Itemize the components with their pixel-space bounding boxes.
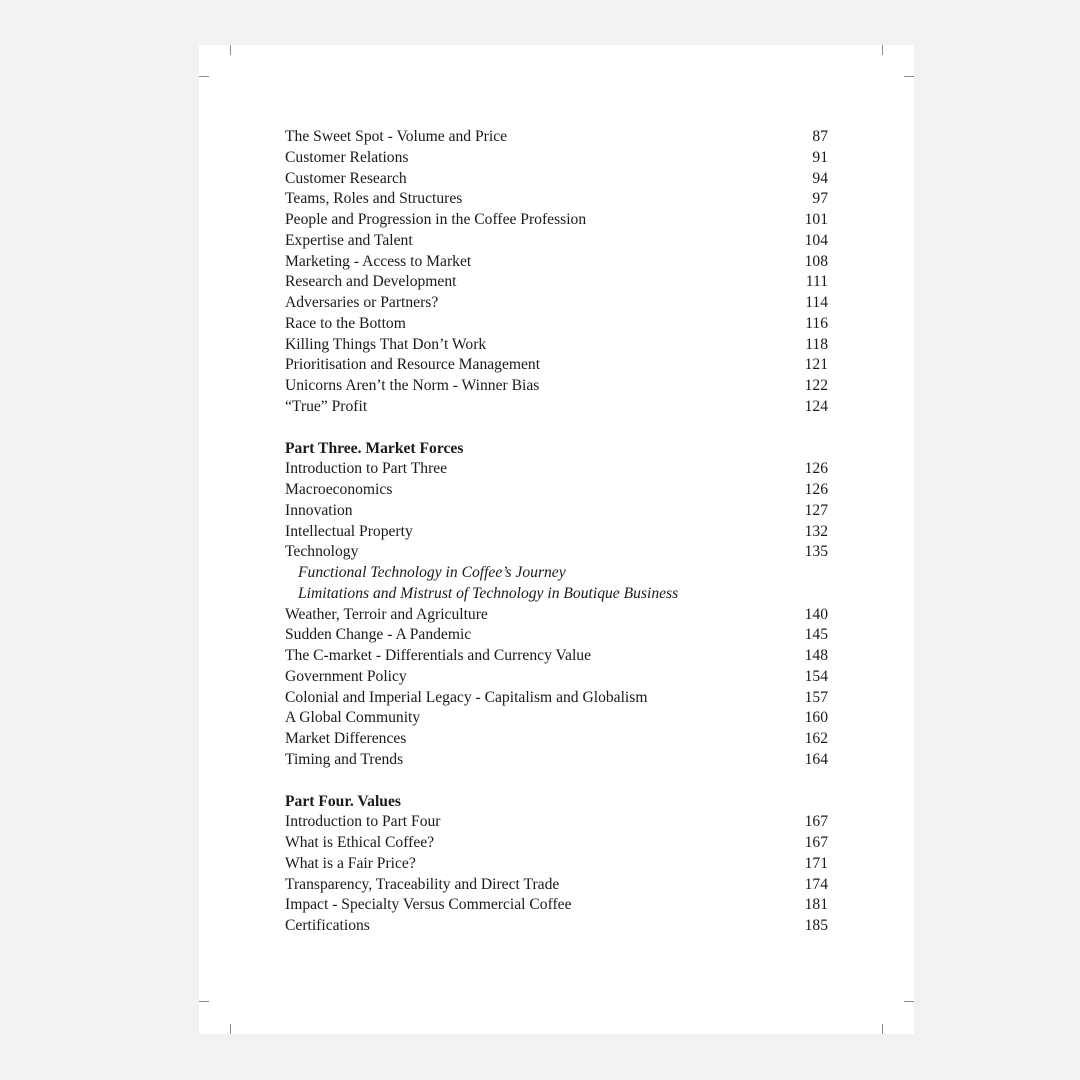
toc-entry-title: Transparency, Traceability and Direct Trade [285, 875, 560, 893]
toc-entry [285, 169, 828, 190]
toc-entry-page-number: 114 [805, 294, 828, 311]
toc-entry-title: Adversaries or Partners? [285, 294, 439, 311]
toc-entry [285, 812, 828, 833]
toc-entry-title: Impact - Specialty Versus Commercial Coffee [285, 896, 572, 914]
toc-entry [285, 708, 828, 729]
toc-entry [285, 459, 828, 480]
toc-entry-page-number: 126 [804, 460, 828, 478]
toc-entry-page-number: 122 [804, 377, 828, 394]
section-heading [285, 439, 828, 460]
toc-entry-page-number: 116 [805, 314, 828, 332]
toc-entry-page-number: 91 [812, 148, 828, 166]
toc-entry-page-number: 171 [804, 854, 828, 872]
toc-entry-page-number: 167 [804, 834, 828, 851]
toc-entry-title: Race to the Bottom [285, 314, 406, 332]
toc-entry-page-number: 145 [804, 626, 828, 644]
crop-mark-top-right-vertical [882, 45, 883, 55]
toc-entry-title: Unicorns Aren’t the Norm - Winner Bias [285, 377, 540, 394]
crop-mark-top-left-vertical [230, 45, 231, 55]
toc-subentry [285, 563, 828, 584]
toc-entry-page-number: 135 [804, 543, 828, 561]
toc-entry-title: Innovation [285, 501, 353, 519]
toc-entry-page-number: 167 [804, 813, 828, 831]
toc-entry [285, 895, 828, 916]
table-of-contents [285, 127, 828, 937]
toc-entry [285, 231, 828, 252]
toc-entry-title: “True” Profit [285, 397, 368, 415]
toc-entry [285, 293, 828, 314]
toc-entry-title: Customer Research [285, 169, 407, 187]
toc-entry-title: Functional Technology in Coffee’s Journey [298, 564, 566, 581]
toc-entry-page-number: 174 [804, 875, 828, 893]
toc-entry [285, 397, 828, 418]
toc-entry-page-number: 104 [804, 231, 828, 249]
toc-entry-title: Market Differences [285, 730, 407, 747]
section-spacer [285, 771, 828, 792]
toc-entry-title: The C-market - Differentials and Currency Value [285, 647, 591, 664]
section-heading [285, 792, 828, 813]
toc-entry [285, 376, 828, 397]
toc-entry-title: Introduction to Part Three [285, 460, 448, 478]
section-heading-title: Part Three. Market Forces [285, 439, 464, 457]
document-page [199, 45, 914, 1034]
toc-entry-title: Introduction to Part Four [285, 813, 441, 831]
toc-entry-title: People and Progression in the Coffee Profession [285, 211, 587, 228]
toc-entry [285, 148, 828, 169]
toc-entry-title: What is a Fair Price? [285, 854, 416, 872]
toc-entry [285, 833, 828, 854]
toc-entry-page-number: 132 [804, 522, 828, 540]
toc-entry-title: Macroeconomics [285, 481, 393, 498]
toc-entry-title: Government Policy [285, 667, 407, 685]
toc-entry-page-number: 160 [804, 709, 828, 727]
crop-mark-bottom-left-vertical [230, 1024, 231, 1034]
crop-mark-top-right-horizontal [904, 76, 914, 77]
toc-entry [285, 314, 828, 335]
toc-entry-title: Sudden Change - A Pandemic [285, 626, 472, 644]
toc-entry-title: Timing and Trends [285, 750, 404, 768]
toc-entry-page-number: 181 [804, 896, 828, 914]
toc-entry-page-number: 87 [812, 128, 828, 145]
toc-entry [285, 189, 828, 210]
toc-entry-title: Colonial and Imperial Legacy - Capitalism and Globalism [285, 688, 648, 706]
toc-entry [285, 729, 828, 750]
toc-entry-title: What is Ethical Coffee? [285, 834, 435, 851]
toc-entry-page-number: 164 [804, 750, 828, 768]
crop-mark-bottom-right-horizontal [904, 1001, 914, 1002]
toc-entry [285, 667, 828, 688]
section-spacer [285, 418, 828, 439]
toc-entry [285, 480, 828, 501]
toc-entry-title: Expertise and Talent [285, 231, 413, 249]
toc-entry [285, 688, 828, 709]
toc-entry [285, 646, 828, 667]
toc-entry-page-number: 101 [804, 211, 828, 228]
toc-entry-title: A Global Community [285, 709, 421, 727]
toc-entry-page-number: 140 [804, 605, 828, 623]
toc-entry-page-number: 124 [804, 397, 828, 415]
toc-entry-page-number: 126 [804, 481, 828, 498]
section-heading-title: Part Four. Values [285, 792, 401, 810]
toc-entry-page-number: 118 [805, 335, 828, 353]
toc-entry-title: Technology [285, 543, 359, 561]
toc-entry [285, 272, 828, 293]
toc-entry-title: Limitations and Mistrust of Technology in Boutique Business [298, 584, 679, 602]
toc-entry-page-number: 148 [804, 647, 828, 664]
toc-entry [285, 625, 828, 646]
crop-mark-top-left-horizontal [199, 76, 209, 77]
toc-entry [285, 875, 828, 896]
toc-entry [285, 605, 828, 626]
toc-entry-title: Prioritisation and Resource Management [285, 356, 541, 374]
toc-entry-title: The Sweet Spot - Volume and Price [285, 128, 508, 145]
toc-entry [285, 750, 828, 771]
toc-entry [285, 335, 828, 356]
toc-entry-title: Marketing - Access to Market [285, 252, 472, 270]
toc-entry [285, 542, 828, 563]
toc-entry [285, 916, 828, 937]
toc-entry-page-number: 108 [804, 252, 828, 270]
toc-entry-title: Customer Relations [285, 148, 409, 166]
toc-entry [285, 355, 828, 376]
toc-entry-page-number: 121 [804, 356, 828, 374]
toc-entry-title: Weather, Terroir and Agriculture [285, 605, 488, 623]
toc-entry [285, 210, 828, 231]
toc-entry-page-number: 157 [804, 688, 828, 706]
toc-entry-title: Research and Development [285, 273, 457, 291]
toc-entry-title: Teams, Roles and Structures [285, 190, 463, 208]
toc-entry-page-number: 97 [812, 190, 828, 208]
crop-mark-bottom-left-horizontal [199, 1001, 209, 1002]
toc-entry [285, 854, 828, 875]
toc-entry-title: Intellectual Property [285, 522, 413, 540]
toc-entry-page-number: 154 [804, 667, 828, 685]
toc-entry [285, 522, 828, 543]
toc-entry-page-number: 111 [805, 273, 828, 291]
toc-entry [285, 252, 828, 273]
toc-entry-page-number: 185 [804, 917, 828, 934]
toc-subentry [285, 584, 828, 605]
toc-entry-title: Killing Things That Don’t Work [285, 335, 487, 353]
toc-entry-page-number: 162 [804, 730, 828, 747]
toc-entry [285, 127, 828, 148]
toc-entry-title: Certifications [285, 917, 370, 934]
toc-entry-page-number: 94 [812, 169, 828, 187]
toc-entry-page-number: 127 [804, 501, 828, 519]
toc-entry [285, 501, 828, 522]
crop-mark-bottom-right-vertical [882, 1024, 883, 1034]
